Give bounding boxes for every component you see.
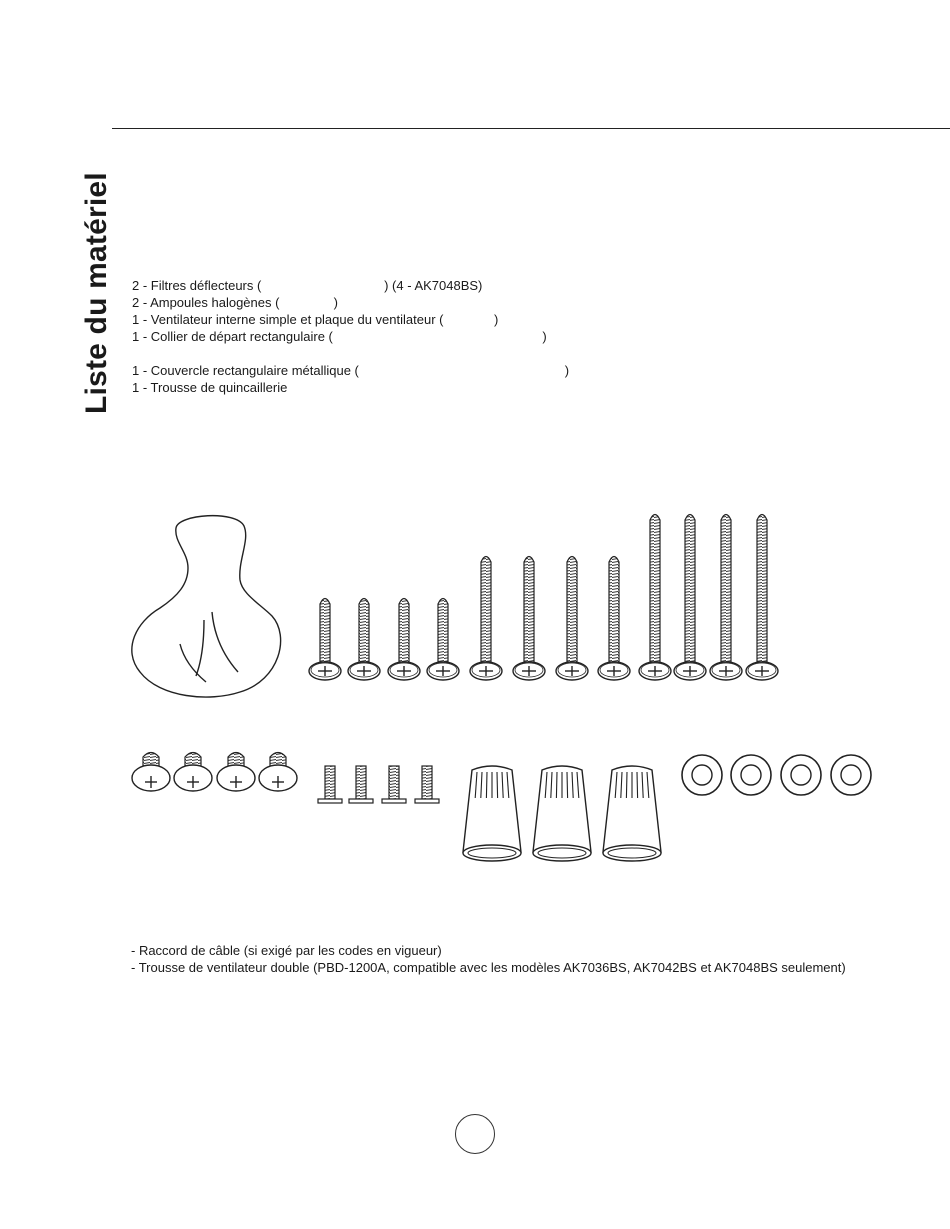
washer-icon <box>781 755 821 795</box>
parts-list-item: 1 - Ventilateur interne simple et plaque du ventilateur ( ) <box>132 312 499 327</box>
screw-icon <box>513 557 545 681</box>
bolt-icon <box>415 766 439 803</box>
screw-icon <box>746 515 778 681</box>
page-number-badge <box>455 1114 495 1154</box>
note-item: - Trousse de ventilateur double (PBD-1200A, compatible avec les modèles AK7036BS, AK7042BS et AK7048BS seulement) <box>131 960 846 975</box>
wire-connector-icon <box>603 766 661 861</box>
screw-icon <box>598 557 630 681</box>
screw-icon <box>710 515 742 681</box>
washer-icon <box>682 755 722 795</box>
parts-list-item: 2 - Filtres déflecteurs ( ) (4 - AK7048BS) <box>132 278 483 293</box>
screw-icon <box>348 599 380 681</box>
section-title: Liste du matériel <box>80 172 113 414</box>
washer-icon <box>831 755 871 795</box>
knob-icon <box>132 516 281 697</box>
bolt-icon <box>349 766 373 803</box>
parts-list-item: 1 - Trousse de quincaillerie <box>132 380 288 395</box>
note-item: - Raccord de câble (si exigé par les codes en vigueur) <box>131 943 442 958</box>
bolt-icon <box>318 766 342 803</box>
screw-icon <box>639 515 671 681</box>
screw-icon <box>427 599 459 681</box>
small-screw-row <box>132 753 297 792</box>
bolt-row <box>318 766 439 803</box>
wire-connector-icon <box>533 766 591 861</box>
parts-list-item: 1 - Collier de départ rectangulaire ( ) <box>132 329 547 344</box>
screw-row <box>309 515 778 681</box>
screw-icon <box>470 557 502 681</box>
parts-list-item: 1 - Couvercle rectangulaire métallique ( ) <box>132 363 570 378</box>
wire-connector-row <box>463 766 661 861</box>
wire-connector-icon <box>463 766 521 861</box>
screw-icon <box>556 557 588 681</box>
small-screw-icon <box>259 753 297 792</box>
screw-icon <box>674 515 706 681</box>
small-screw-icon <box>132 753 170 792</box>
small-screw-icon <box>217 753 255 792</box>
screw-icon <box>388 599 420 681</box>
small-screw-icon <box>174 753 212 792</box>
bolt-icon <box>382 766 406 803</box>
washer-row <box>682 755 871 795</box>
parts-list-item: 2 - Ampoules halogènes ( ) <box>132 295 338 310</box>
screw-icon <box>309 599 341 681</box>
washer-icon <box>731 755 771 795</box>
